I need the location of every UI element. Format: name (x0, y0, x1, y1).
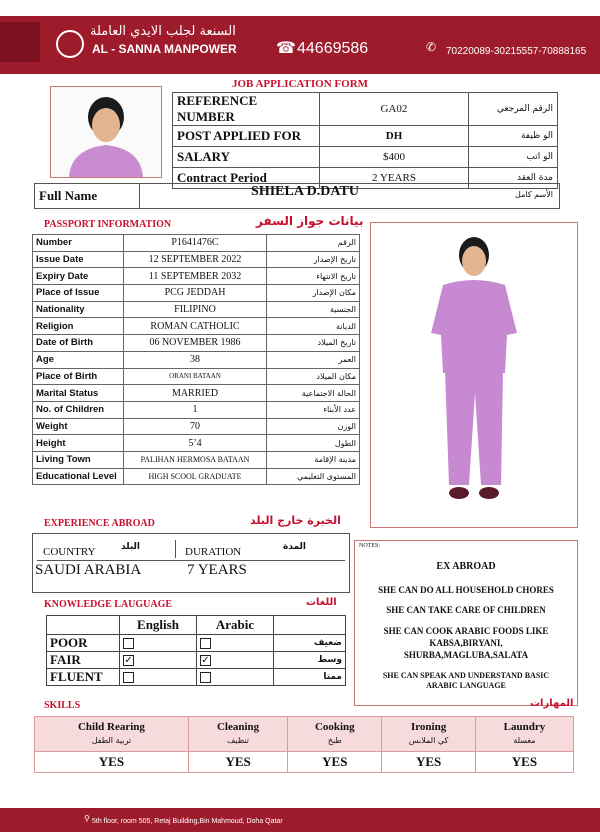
passport-field-label-ar: المستوى التعليمي (267, 468, 360, 485)
passport-table (32, 234, 360, 485)
passport-field-label: No. of Children (33, 401, 124, 418)
passport-row (33, 351, 360, 368)
language-row (47, 635, 346, 652)
language-level: POOR (47, 635, 120, 652)
full-name-label-ar: الأسم كامل (515, 190, 553, 199)
passport-field-value: 5’4 (124, 435, 267, 452)
reference-row (173, 147, 558, 168)
experience-box (32, 533, 350, 593)
language-section-title-ar: اللغات (306, 597, 337, 608)
duration-value: 7 YEARS (187, 562, 247, 578)
skill-name: Ironing (410, 721, 447, 733)
skill-name-ar: كي الملابس (408, 736, 449, 745)
language-level: FAIR (47, 652, 120, 669)
passport-row (33, 401, 360, 418)
reference-table (172, 92, 558, 189)
note-line: EX ABROAD (436, 561, 496, 572)
notes-box (354, 540, 578, 706)
passport-field-label-ar: تاريخ الميلاد (267, 335, 360, 352)
skills-section-title-ar: المهارات (530, 698, 574, 709)
divider (37, 560, 345, 561)
passport-field-label: Issue Date (33, 251, 124, 268)
passport-row (33, 235, 360, 252)
note-line: SHE CAN DO ALL HOUSEHOLD CHORES (378, 585, 554, 595)
phone-icon: ☎ (276, 40, 296, 57)
footer-bar (0, 808, 600, 832)
language-level-ar: ممتا (274, 669, 346, 686)
passport-field-label-ar: الجنسية (267, 301, 360, 318)
skill-name-cell (382, 717, 476, 752)
passport-field-value: 38 (124, 351, 267, 368)
skills-table (34, 716, 574, 773)
ref-value: $400 (320, 147, 469, 168)
skill-value: YES (35, 752, 189, 773)
skill-name-ar: تربية الطفل (91, 736, 132, 745)
skill-name-cell (188, 717, 287, 752)
passport-field-label-ar: مكان الميلاد (267, 368, 360, 385)
passport-field-label: Weight (33, 418, 124, 435)
skills-section-title: SKILLS (44, 700, 81, 711)
location-pin-icon: ⚲ (84, 814, 90, 823)
passport-field-label-ar: الوزن (267, 418, 360, 435)
passport-field-label: Age (33, 351, 124, 368)
country-value: SAUDI ARABIA (35, 562, 142, 578)
passport-row (33, 318, 360, 335)
ref-value: DH (320, 126, 469, 147)
english-checkbox[interactable]: ✓ (124, 655, 133, 666)
skill-name-ar: طبخ (327, 736, 342, 745)
divider (139, 184, 140, 208)
skill-name-cell (288, 717, 382, 752)
passport-field-value: 70 (124, 418, 267, 435)
english-checkbox[interactable] (123, 638, 134, 649)
skill-value: YES (188, 752, 287, 773)
language-table (46, 615, 346, 686)
passport-row (33, 251, 360, 268)
ref-label-ar: الو اتب (469, 147, 558, 168)
passport-field-value: 06 NOVEMBER 1986 (124, 335, 267, 352)
passport-field-label: Educational Level (33, 468, 124, 485)
form-title: JOB APPLICATION FORM (231, 78, 369, 90)
passport-row (33, 468, 360, 485)
passport-field-label: Date of Birth (33, 335, 124, 352)
footer-address: 5th floor, room 505, Retaj Building,Bin Mahmoud, Doha Qatar (92, 818, 283, 825)
ref-value: 2 YEARS (320, 168, 469, 189)
passport-field-label-ar: مكان الإصدار (267, 285, 360, 302)
skill-name: Laundry (503, 721, 546, 733)
full-name-row (34, 183, 560, 209)
passport-row (33, 385, 360, 402)
header-accent (0, 22, 40, 62)
arabic-checkbox-cell (197, 669, 274, 686)
passport-field-label-ar: الرقم (267, 235, 360, 252)
passport-section-title: PASSPORT INFORMATION (44, 219, 172, 230)
english-checkbox-cell (120, 669, 197, 686)
passport-field-label-ar: الديانة (267, 318, 360, 335)
passport-field-label-ar: تاريخ الانتهاء (267, 268, 360, 285)
full-name-value: SHIELA D.DATU (251, 184, 359, 199)
globe-logo-icon (56, 30, 84, 58)
language-row (47, 669, 346, 686)
passport-row (33, 268, 360, 285)
arabic-checkbox-cell (197, 652, 274, 669)
duration-label: DURATION (185, 546, 242, 558)
passport-field-value: 11 SEPTEMBER 2032 (124, 268, 267, 285)
passport-field-value: PALIHAN HERMOSA BATAAN (124, 451, 267, 468)
english-checkbox-cell (120, 635, 197, 652)
note-line: SHE CAN SPEAK AND UNDERSTAND BASIC ARABIC LANGUAGE (382, 671, 550, 690)
passport-field-label: Expiry Date (33, 268, 124, 285)
arabic-checkbox[interactable] (200, 638, 211, 649)
passport-field-label: Number (33, 235, 124, 252)
passport-field-value: MARRIED (124, 385, 267, 402)
passport-field-value: ROMAN CATHOLIC (124, 318, 267, 335)
passport-field-label-ar: الحالة الاجتماعية (267, 385, 360, 402)
passport-row (33, 301, 360, 318)
portrait-photo (50, 86, 162, 178)
skill-name-ar: تنظيف (227, 736, 250, 745)
ref-label-ar: الو ظيفة (469, 126, 558, 147)
note-line: SHE CAN COOK ARABIC FOODS LIKE KABSA,BIRYANI, SHURBA,MAGLUBA,SALATA (383, 626, 549, 660)
skill-name: Child Rearing (77, 721, 145, 733)
passport-field-label: Living Town (33, 451, 124, 468)
notes-label: NOTES: (359, 543, 380, 549)
passport-field-label: Marital Status (33, 385, 124, 402)
language-section-title: KNOWLEDGE LAUGUAGE (44, 599, 173, 610)
company-name-arabic: السنعة لجلب الايدي العاملة (90, 24, 236, 39)
skill-value: YES (382, 752, 476, 773)
phone-number: 44669586 (297, 40, 369, 57)
language-row (47, 652, 346, 669)
passport-field-label-ar: الطول (267, 435, 360, 452)
passport-row (33, 435, 360, 452)
arabic-checkbox[interactable] (200, 672, 211, 683)
reference-row (173, 93, 558, 126)
passport-field-value: PCG JEDDAH (124, 285, 267, 302)
skill-value: YES (475, 752, 573, 773)
skill-name-ar: مغسلة (513, 736, 536, 745)
reference-row (173, 126, 558, 147)
passport-field-value: 1 (124, 401, 267, 418)
skill-value: YES (288, 752, 382, 773)
passport-field-label-ar: العمر (267, 351, 360, 368)
experience-section-title-ar: الخبرة خارج البلد (250, 514, 341, 527)
country-label: COUNTRY (43, 546, 96, 558)
passport-section-title-ar: بيانات جواز السفر (256, 214, 364, 228)
passport-field-label: Religion (33, 318, 124, 335)
passport-row (33, 368, 360, 385)
language-level-ar: وسط (274, 652, 346, 669)
country-label-ar: البلد (121, 542, 141, 552)
english-header: English (120, 616, 197, 635)
experience-section-title: EXPERIENCE ABROAD (44, 518, 155, 529)
skill-name: Cooking (314, 721, 355, 733)
divider (175, 540, 176, 558)
ref-label: REFERENCE NUMBER (173, 93, 320, 126)
empty-header (47, 616, 120, 635)
ref-label: SALARY (173, 147, 320, 168)
passport-field-label: Height (33, 435, 124, 452)
full-body-photo (370, 222, 578, 528)
empty-header (274, 616, 346, 635)
passport-field-label: Place of Issue (33, 285, 124, 302)
duration-label-ar: المدة (283, 542, 307, 552)
arabic-checkbox-cell (197, 635, 274, 652)
passport-row (33, 418, 360, 435)
passport-field-label-ar: مدينة الإقامة (267, 451, 360, 468)
arabic-header: Arabic (197, 616, 274, 635)
ref-label: POST APPLIED FOR (173, 126, 320, 147)
passport-field-label-ar: تاريخ الإصدار (267, 251, 360, 268)
full-name-label: Full Name (39, 188, 98, 203)
skill-name: Cleaning (216, 721, 260, 733)
arabic-checkbox[interactable]: ✓ (201, 655, 210, 666)
language-level: FLUENT (47, 669, 120, 686)
mobile-numbers: 70220089-30215557-70888165 (446, 46, 587, 57)
skill-name-cell (475, 717, 573, 752)
english-checkbox[interactable] (123, 672, 134, 683)
skill-name-cell (35, 717, 189, 752)
ref-label-ar: مدة العقد (469, 168, 558, 189)
passport-row (33, 451, 360, 468)
ref-label: Contract Period (173, 168, 320, 189)
note-line: SHE CAN TAKE CARE OF CHILDREN (386, 605, 546, 615)
ref-label-ar: الرقم المرجعي (469, 93, 558, 126)
mobile-icon: ✆ (426, 40, 437, 54)
passport-row (33, 335, 360, 352)
passport-field-value: HIGH SCOOL GRADUATE (124, 468, 267, 485)
passport-field-value: 12 SEPTEMBER 2022 (124, 251, 267, 268)
passport-field-value: P1641476C (124, 235, 267, 252)
passport-row (33, 285, 360, 302)
passport-field-label: Place of Birth (33, 368, 124, 385)
passport-field-label: Nationality (33, 301, 124, 318)
passport-field-value: ORANI BATAAN (124, 368, 267, 385)
passport-field-label-ar: عدد الأبناء (267, 401, 360, 418)
language-level-ar: ضعيف (274, 635, 346, 652)
ref-value: GA02 (320, 93, 469, 126)
passport-field-value: FILIPINO (124, 301, 267, 318)
english-checkbox-cell (120, 652, 197, 669)
company-name: AL - SANNA MANPOWER (92, 42, 237, 56)
